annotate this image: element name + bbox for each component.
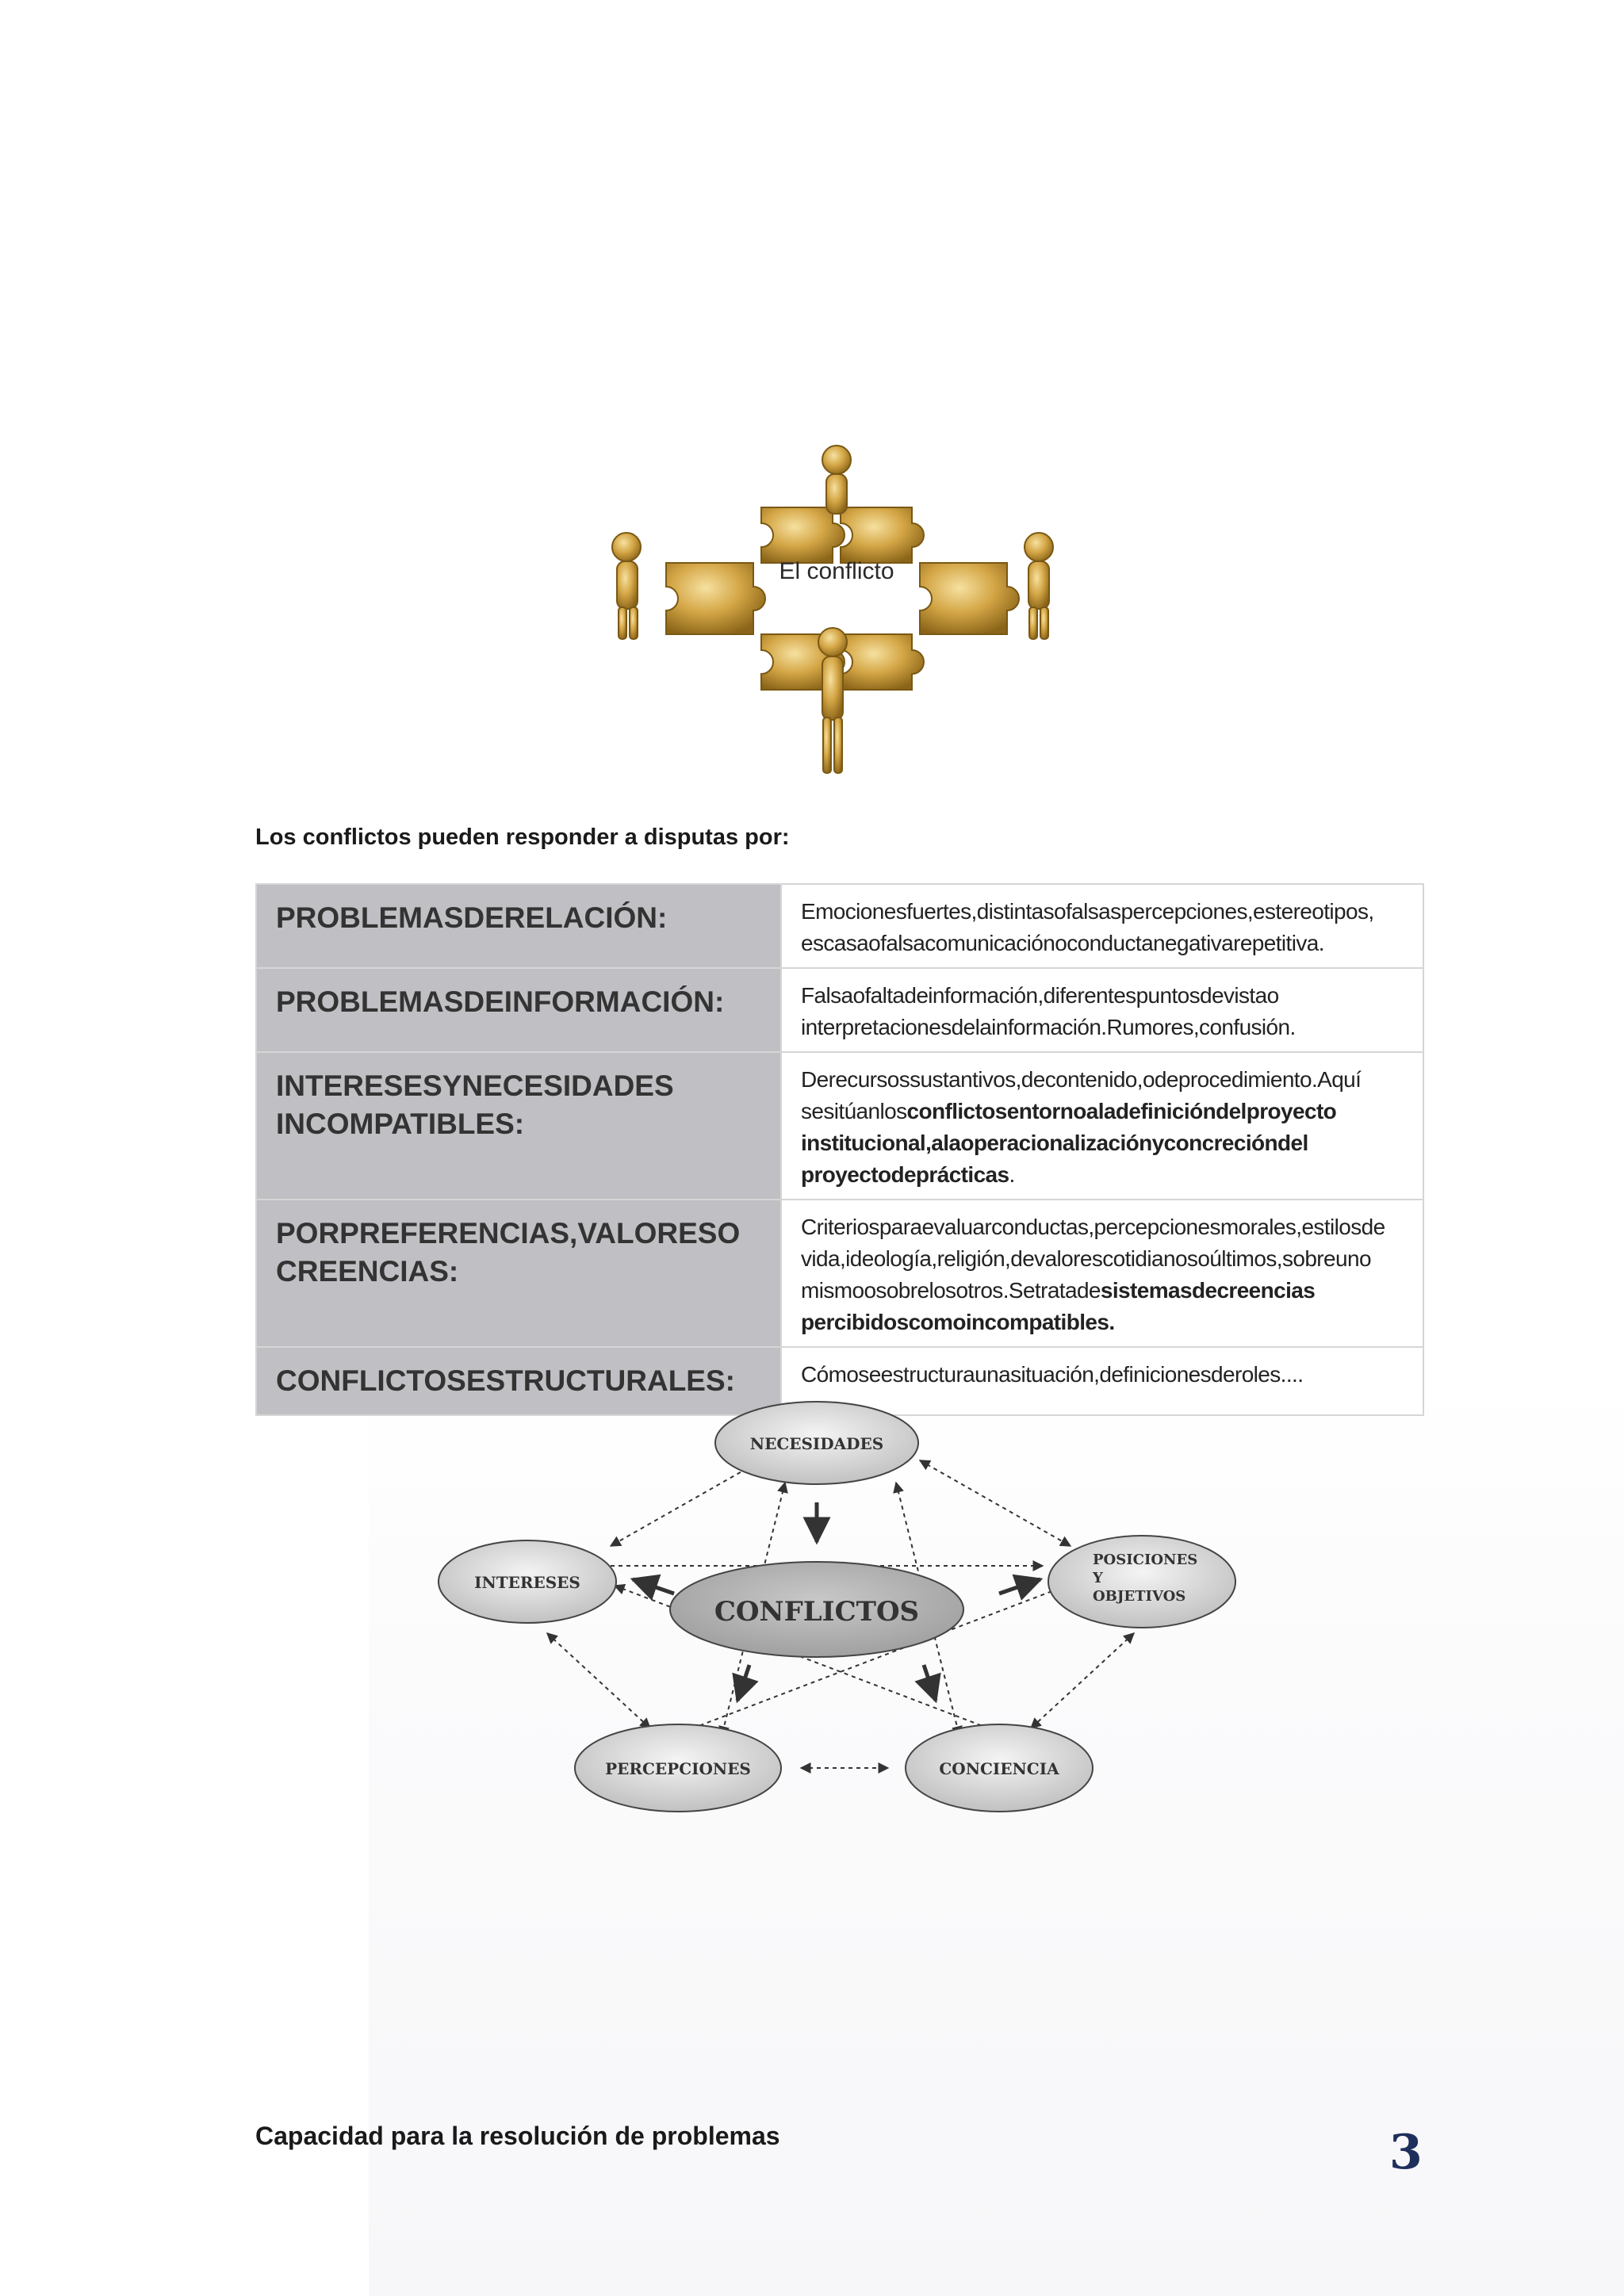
description-text: Cómoseestructuraunasituación,definicionesderoles.... [801, 1362, 1304, 1387]
node-posiciones-3: OBJETIVOS [1093, 1588, 1186, 1605]
table-row [256, 1200, 1423, 1347]
category-cell: PROBLEMASDEINFORMACIÓN: [256, 968, 781, 1052]
description-text: Emocionesfuertes,distintasofalsaspercepciones,estereotipos, escasaofalsacomunicaciónoconductanegativarepetitiva. [801, 899, 1374, 955]
table-row [256, 1052, 1423, 1200]
description-cell [781, 1200, 1423, 1347]
description-cell [781, 968, 1423, 1052]
page-number: 3 [1389, 2125, 1423, 2180]
node-percepciones: PERCEPCIONES [605, 1759, 751, 1778]
conflict-puzzle-illustration [603, 444, 1063, 793]
category-cell: INTERESESYNECESIDADES INCOMPATIBLES: [256, 1052, 781, 1200]
footer-title: Capacidad para la resolución de problemas [255, 2122, 780, 2150]
node-conciencia: CONCIENCIA [939, 1759, 1059, 1778]
conflict-factors-diagram [428, 1395, 1253, 1823]
table-row [256, 884, 1423, 968]
node-necesidades: NECESIDADES [749, 1434, 884, 1453]
table-row [256, 968, 1423, 1052]
description-bold-text: conflictosentornoaladefinicióndelproyecto institucional,alaoperacionalizaciónyconcrecióndel proyectodeprácticas [801, 1099, 1337, 1187]
description-cell [781, 1052, 1423, 1200]
category-cell: PROBLEMASDERELACIÓN: [256, 884, 781, 968]
hero-label: El conflicto [779, 558, 894, 584]
category-cell: CONFLICTOSESTRUCTURALES: [256, 1347, 781, 1415]
node-posiciones-2: Y [1093, 1570, 1103, 1586]
node-conflictos: CONFLICTOS [714, 1596, 920, 1628]
description-text: Derecursossustantivos,decontenido,odeprocedimiento.Aquí sesitúanlos [801, 1067, 1362, 1123]
description-text: Falsaofaltadeinformación,diferentespuntosdevistao interpretacionesdelainformación.Rumores,confusión. [801, 983, 1296, 1039]
node-posiciones-1: POSICIONES [1093, 1552, 1198, 1568]
category-cell: PORPREFERENCIAS,VALORESO CREENCIAS: [256, 1200, 781, 1347]
node-intereses: INTERESES [474, 1573, 580, 1592]
description-text: . [1009, 1162, 1015, 1187]
description-text: Criteriosparaevaluarconductas,percepcionesmorales,estilosde vida,ideología,religión,devalorescotidianosoúltimos,sobreuno mismoosobrelosotros.Setratade [801, 1215, 1385, 1303]
description-cell [781, 884, 1423, 968]
intro-text: Los conflictos pueden responder a disputas por: [255, 825, 790, 850]
conflict-types-table [255, 883, 1424, 1416]
description-bold-text: sistemasdecreencias percibidoscomoincompatibles. [801, 1278, 1316, 1334]
